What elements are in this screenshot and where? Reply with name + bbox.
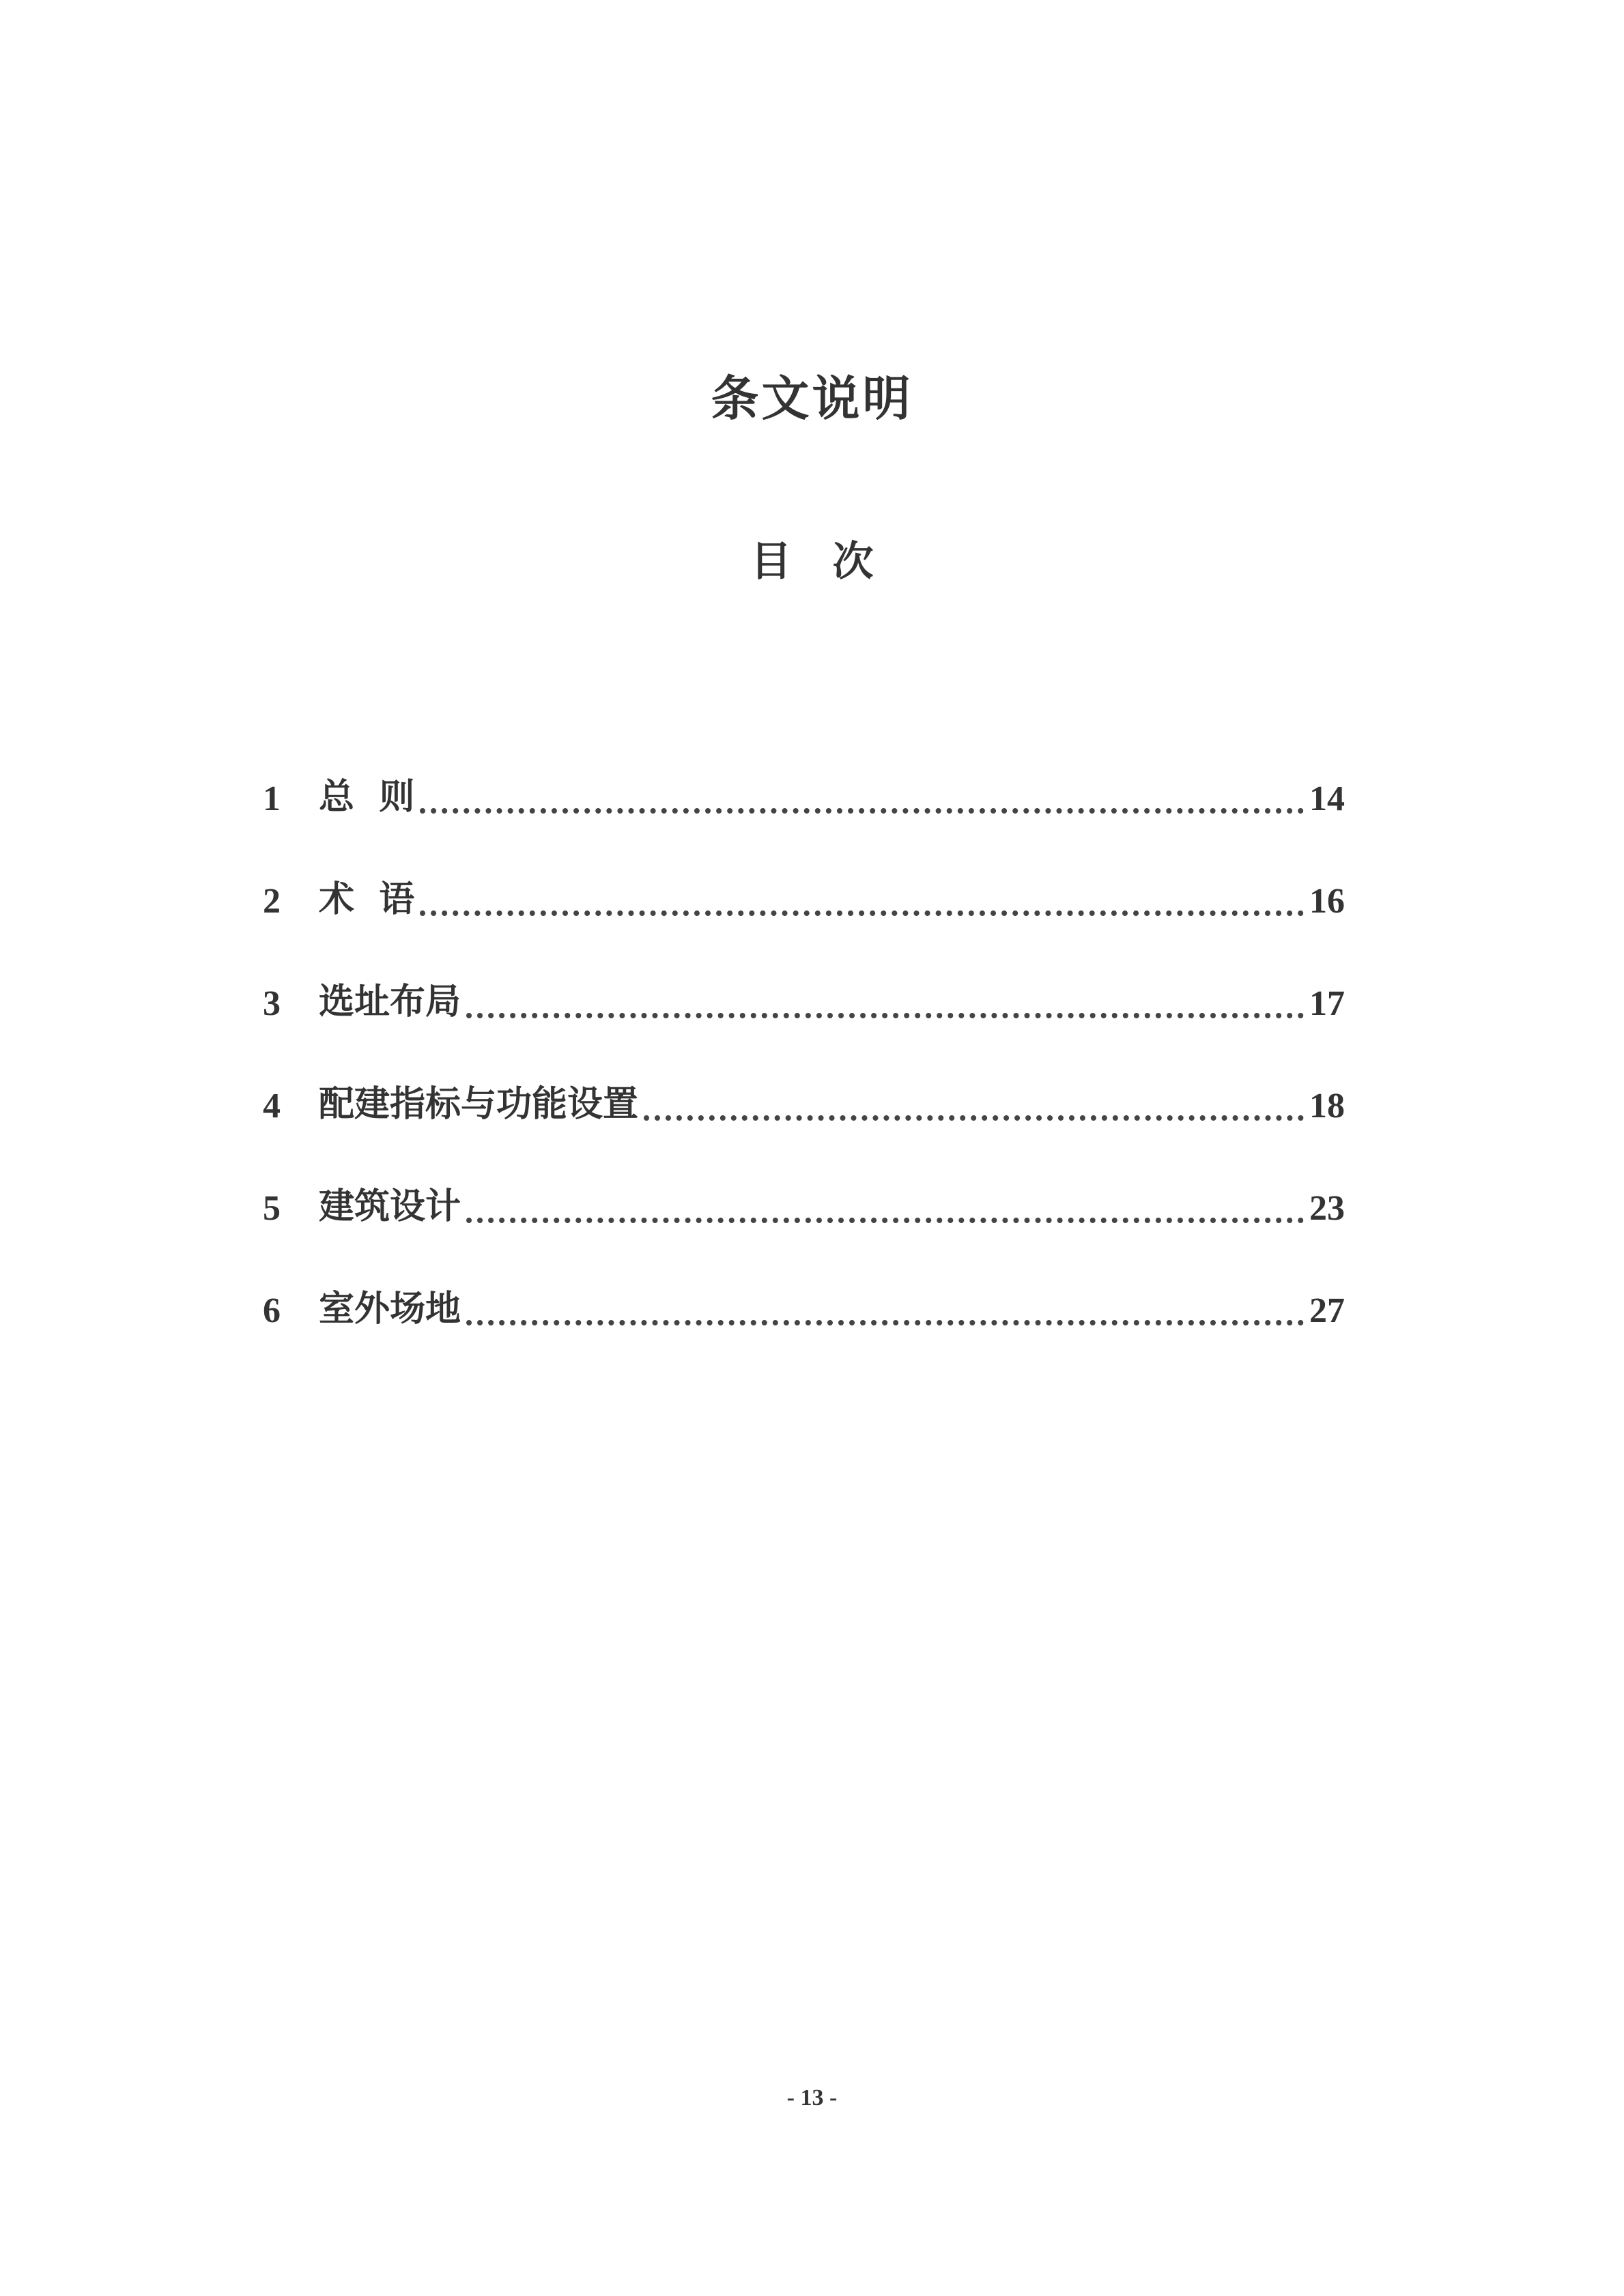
toc-dot-leader: [466, 1320, 1304, 1325]
toc-dot-leader: [466, 1218, 1304, 1223]
toc-heading-char-1: 目: [750, 538, 792, 586]
page-number: - 13 -: [786, 2085, 838, 2110]
toc-dot-leader: [466, 1013, 1304, 1018]
toc-heading-char-2: 次: [832, 538, 874, 586]
toc-entry-page: 16: [1309, 882, 1345, 921]
toc-dot-leader: [420, 910, 1304, 916]
toc-entry-number: 3: [263, 984, 281, 1023]
toc-entry-2[interactable]: [263, 819, 1345, 921]
toc-entry-5[interactable]: [263, 1126, 1345, 1229]
toc-entry-page: 23: [1309, 1189, 1345, 1228]
toc-entry-page: 14: [1309, 779, 1345, 818]
toc-entry-4[interactable]: [263, 1024, 1345, 1126]
toc-entry-label: 总 则: [319, 777, 415, 818]
page-title: 条文说明: [711, 371, 913, 427]
toc-entry-6[interactable]: [263, 1229, 1345, 1331]
toc-entry-number: 6: [263, 1291, 281, 1330]
toc-entry-label: 配建指标与功能设置: [319, 1084, 639, 1125]
toc-dot-leader: [644, 1115, 1304, 1121]
toc-entry-label: 术 语: [319, 879, 415, 920]
toc-entry-page: 18: [1309, 1087, 1345, 1125]
toc-entry-number: 4: [263, 1087, 281, 1125]
toc-entry-number: 1: [263, 779, 281, 818]
toc-entry-number: 5: [263, 1189, 281, 1228]
toc-entry-label: 室外场地: [319, 1289, 461, 1330]
toc-dot-leader: [420, 808, 1304, 814]
toc-entry-page: 17: [1309, 984, 1345, 1023]
toc-entry-label: 建筑设计: [319, 1186, 461, 1227]
toc-entry-label: 选址布局: [319, 981, 461, 1022]
toc-entry-1[interactable]: [263, 717, 1345, 819]
toc-entry-number: 2: [263, 882, 281, 921]
toc-heading: [0, 529, 1624, 588]
table-of-contents: [263, 717, 1345, 1331]
toc-entry-page: 27: [1309, 1291, 1345, 1330]
toc-entry-3[interactable]: [263, 921, 1345, 1024]
